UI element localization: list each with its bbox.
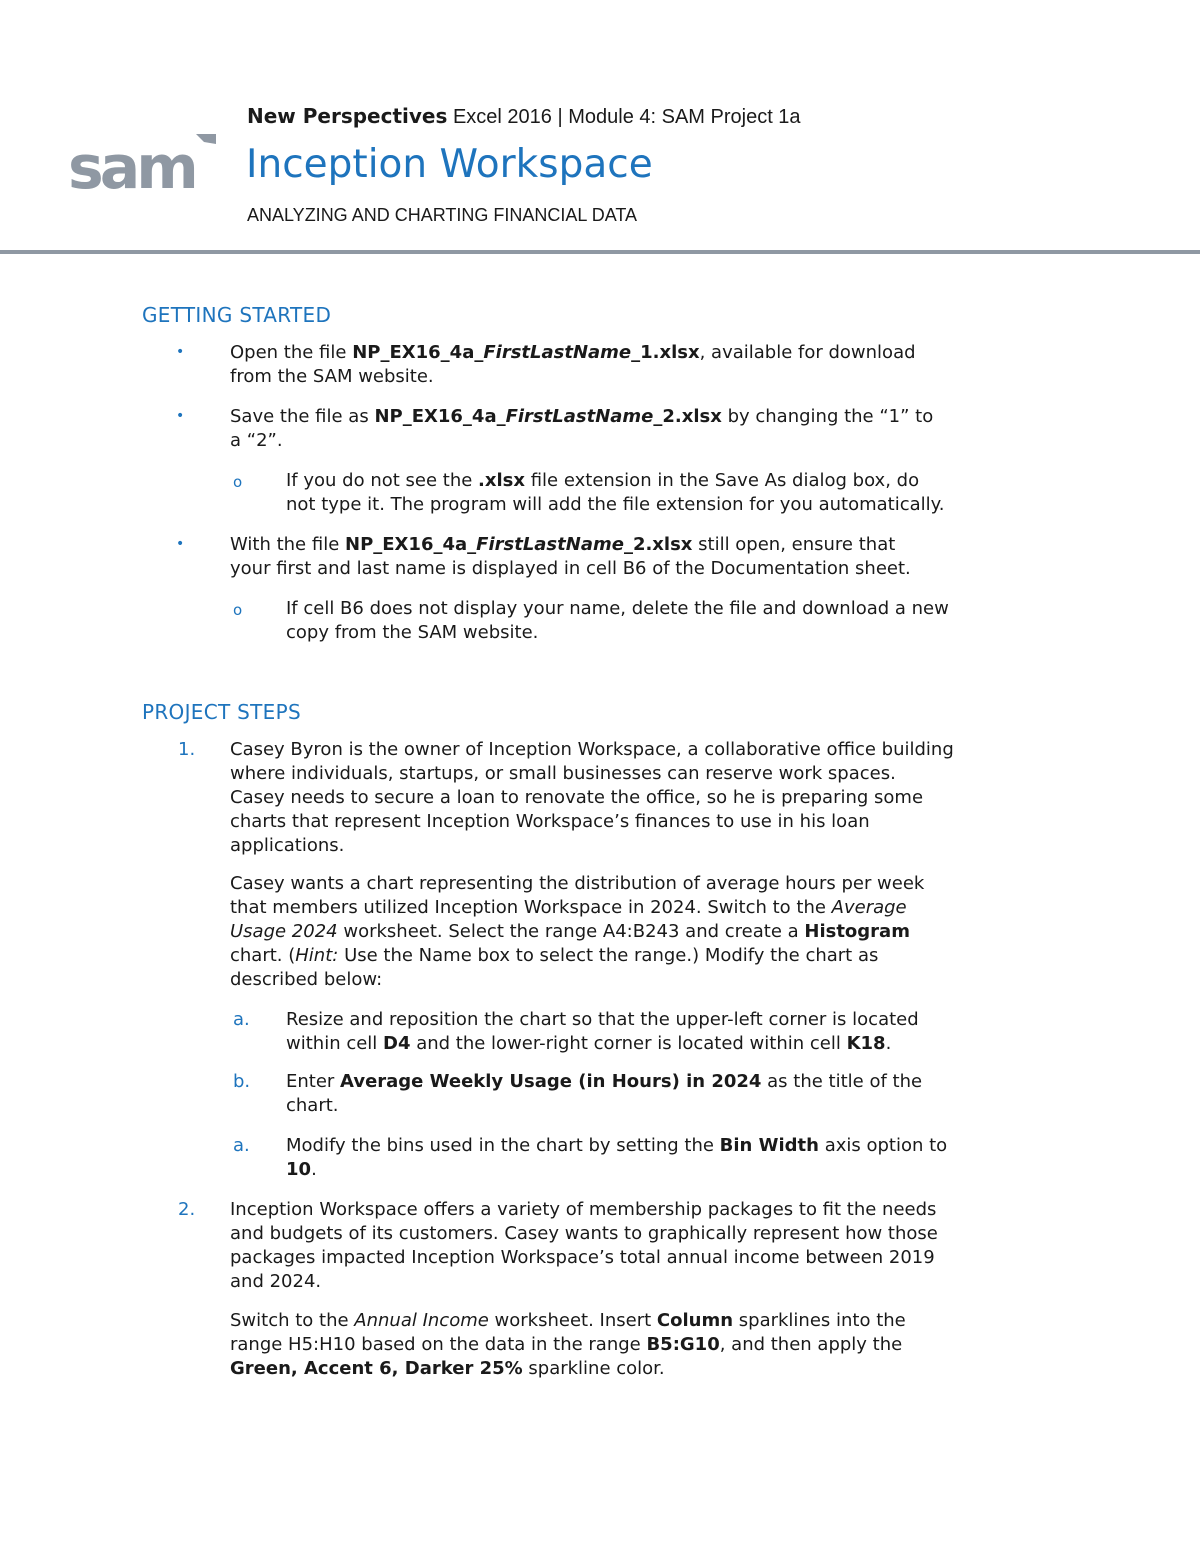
series-line: New Perspectives Excel 2016 | Module 4: SAM Project 1a <box>247 104 801 128</box>
list-item: Open the file NP_EX16_4a_FirstLastName_1.xlsx, available for download from the SAM website. <box>230 342 916 387</box>
bullet-icon: • <box>176 344 185 360</box>
header-divider <box>0 250 1200 254</box>
list-item: Save the file as NP_EX16_4a_FirstLastName_2.xlsx by changing the “1” to a “2”. <box>230 406 934 451</box>
step-1-paragraph-1: Casey Byron is the owner of Inception Workspace, a collaborative office building where individuals, startups, or small businesses can reserve work spaces. Casey needs to secure a loan to renovate the office, so he is preparing some charts that represent Inception Workspace’s finances to use in his loan applications. <box>230 739 954 856</box>
substep-letter: a. <box>233 1009 250 1030</box>
page-subtitle: ANALYZING AND CHARTING FINANCIAL DATA <box>247 205 638 225</box>
step-1-paragraph-2: Casey wants a chart representing the distribution of average hours per week that members utilized Inception Workspace in 2024. Switch to the Average Usage 2024 worksheet. Select the range A4:B243 and create a Histogram chart. (Hint: Use the Name box to select the range.) Modify the chart as described below: <box>230 873 925 990</box>
substep-letter: b. <box>233 1071 251 1092</box>
sub-bullet-icon: o <box>233 473 243 491</box>
list-item: With the file NP_EX16_4a_FirstLastName_2.xlsx still open, ensure that your first and last name is displayed in cell B6 of the Documentation sheet. <box>230 534 911 579</box>
sam-logo <box>68 130 218 192</box>
step-2-paragraph-2: Switch to the Annual Income worksheet. Insert Column sparklines into the range H5:H10 based on the data in the range B5:G10, and then apply the Green, Accent 6, Darker 25% sparkline color. <box>230 1310 906 1379</box>
sam-logo-text: sam <box>68 133 195 192</box>
bullet-icon: • <box>176 408 185 424</box>
sub-bullet-icon: o <box>233 601 243 619</box>
substep-item: Modify the bins used in the chart by setting the Bin Width axis option to 10. <box>286 1135 948 1180</box>
substep-letter: a. <box>233 1135 250 1156</box>
list-item: If you do not see the .xlsx file extension in the Save As dialog box, do not type it. The program will add the file extension for you automatically. <box>286 470 945 515</box>
getting-started-heading: GETTING STARTED <box>142 303 332 327</box>
bullet-icon: • <box>176 536 185 552</box>
substep-item: Enter Average Weekly Usage (in Hours) in 2024 as the title of the chart. <box>286 1071 923 1116</box>
step-number: 1. <box>178 739 196 760</box>
step-2-paragraph-1: Inception Workspace offers a variety of membership packages to fit the needs and budgets of its customers. Casey wants to graphically represent how those packages impacted Inception Workspace’s total annual income between 2019 and 2024. <box>230 1199 938 1292</box>
project-steps-heading: PROJECT STEPS <box>142 700 301 724</box>
step-number: 2. <box>178 1199 196 1220</box>
substep-item: Resize and reposition the chart so that the upper-left corner is located within cell D4 and the lower-right corner is located within cell K18. <box>286 1009 919 1054</box>
page-title: Inception Workspace <box>246 142 653 187</box>
list-item: If cell B6 does not display your name, delete the file and download a new copy from the SAM website. <box>286 598 949 643</box>
